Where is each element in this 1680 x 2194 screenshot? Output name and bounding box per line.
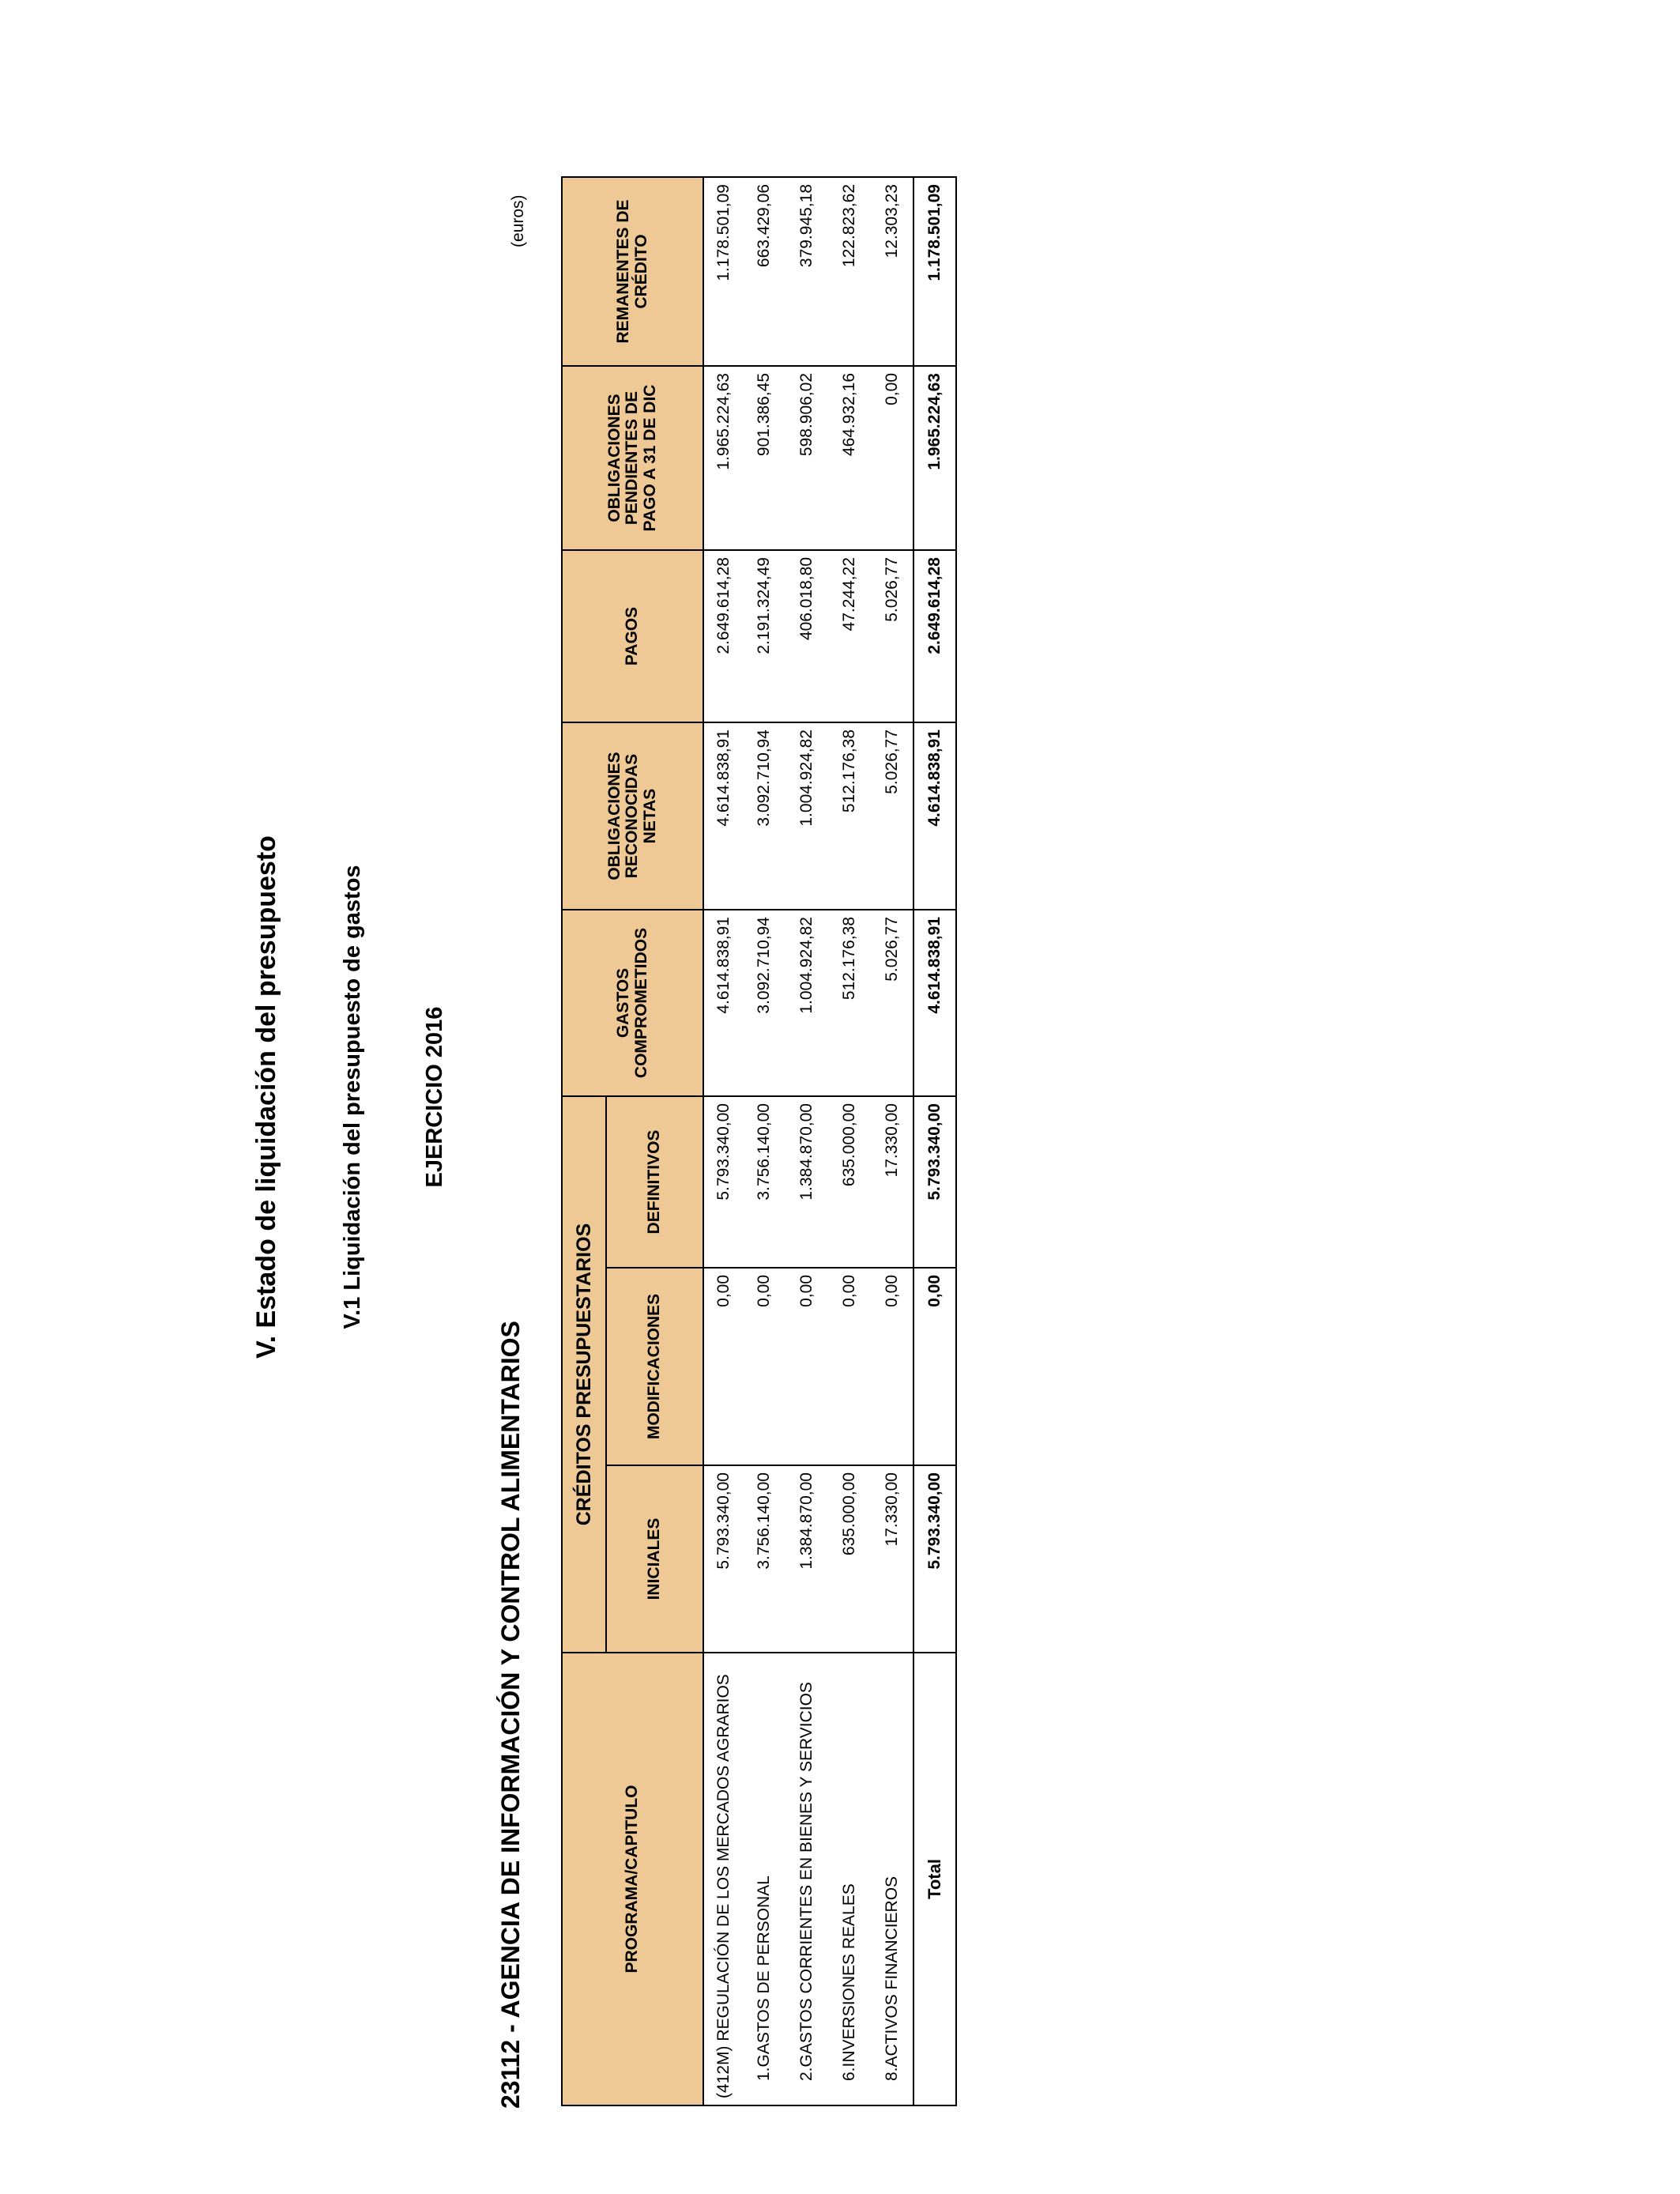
- budget-liquidation-table: [561, 176, 957, 2106]
- cell-recognized: 5.026,77: [871, 722, 913, 910]
- total-modifications: 0,00: [913, 1268, 956, 1465]
- row-label: 8.ACTIVOS FINANCIEROS: [871, 1653, 913, 2105]
- cell-initial: 5.793.340,00: [703, 1465, 743, 1653]
- report-subtitle: V.1 Liquidación del presupuesto de gastos: [340, 865, 365, 1329]
- cell-recognized: 512.176,38: [828, 722, 871, 910]
- cell-modifications: 0,00: [743, 1268, 785, 1465]
- cell-recognized: 3.092.710,94: [743, 722, 785, 910]
- row-label: (412M) REGULACIÓN DE LOS MERCADOS AGRARIOS: [703, 1653, 743, 2105]
- cell-committed: 512.176,38: [828, 910, 871, 1096]
- cell-definitive: 3.756.140,00: [743, 1096, 785, 1268]
- cell-committed: 3.092.710,94: [743, 910, 785, 1096]
- cell-modifications: 0,00: [703, 1268, 743, 1465]
- cell-recognized: 1.004.924,82: [785, 722, 828, 910]
- cell-payments: 5.026,77: [871, 550, 913, 722]
- header-initial: INICIALES: [606, 1465, 703, 1653]
- cell-pending: 598.906,02: [785, 366, 828, 550]
- header-definitive: DEFINITIVOS: [606, 1096, 703, 1268]
- header-pending: OBLIGACIONES PENDIENTES DE PAGO A 31 DE DIC: [562, 366, 703, 550]
- cell-initial: 635.000,00: [828, 1465, 871, 1653]
- cell-remaining: 663.429,06: [743, 177, 785, 366]
- total-label: Total: [913, 1653, 956, 2105]
- header-recognized: OBLIGACIONES RECONOCIDAS NETAS: [562, 722, 703, 910]
- cell-remaining: 1.178.501,09: [703, 177, 743, 366]
- cell-definitive: 17.330,00: [871, 1096, 913, 1268]
- cell-modifications: 0,00: [828, 1268, 871, 1465]
- cell-pending: 1.965.224,63: [703, 366, 743, 550]
- total-remaining: 1.178.501,09: [913, 177, 956, 366]
- cell-committed: 5.026,77: [871, 910, 913, 1096]
- header-remaining: REMANENTES DE CRÉDITO: [562, 177, 703, 366]
- table-row: [785, 177, 828, 2105]
- cell-remaining: 379.945,18: [785, 177, 828, 366]
- table-row: [743, 177, 785, 2105]
- total-pending: 1.965.224,63: [913, 366, 956, 550]
- cell-pending: 464.932,16: [828, 366, 871, 550]
- cell-initial: 17.330,00: [871, 1465, 913, 1653]
- cell-payments: 2.649.614,28: [703, 550, 743, 722]
- cell-modifications: 0,00: [871, 1268, 913, 1465]
- cell-payments: 47.244,22: [828, 550, 871, 722]
- header-program: PROGRAMA/CAPITULO: [562, 1653, 703, 2105]
- units-label: (euros): [509, 194, 527, 247]
- entity-name: 23112 - AGENCIA DE INFORMACIÓN Y CONTROL ALIMENTARIOS: [496, 1321, 525, 2109]
- header-credits-group: CRÉDITOS PRESUPUESTARIOS: [562, 1096, 606, 1653]
- header-committed: GASTOS COMPROMETIDOS: [562, 910, 703, 1096]
- table-row: [703, 177, 743, 2105]
- total-initial: 5.793.340,00: [913, 1465, 956, 1653]
- table-row: [828, 177, 871, 2105]
- cell-definitive: 635.000,00: [828, 1096, 871, 1268]
- cell-committed: 4.614.838,91: [703, 910, 743, 1096]
- cell-remaining: 12.303,23: [871, 177, 913, 366]
- total-recognized: 4.614.838,91: [913, 722, 956, 910]
- header-modifications: MODIFICACIONES: [606, 1268, 703, 1465]
- cell-pending: 0,00: [871, 366, 913, 550]
- table-row: [871, 177, 913, 2105]
- cell-modifications: 0,00: [785, 1268, 828, 1465]
- cell-payments: 2.191.324,49: [743, 550, 785, 722]
- cell-committed: 1.004.924,82: [785, 910, 828, 1096]
- cell-definitive: 1.384.870,00: [785, 1096, 828, 1268]
- total-payments: 2.649.614,28: [913, 550, 956, 722]
- cell-payments: 406.018,80: [785, 550, 828, 722]
- total-row: [913, 177, 956, 2105]
- total-definitive: 5.793.340,00: [913, 1096, 956, 1268]
- exercise-year: EJERCICIO 2016: [422, 1006, 447, 1188]
- row-label: 6.INVERSIONES REALES: [828, 1653, 871, 2105]
- row-label: 2.GASTOS CORRIENTES EN BIENES Y SERVICIOS: [785, 1653, 828, 2105]
- total-committed: 4.614.838,91: [913, 910, 956, 1096]
- report-title: V. Estado de liquidación del presupuesto: [251, 835, 281, 1359]
- cell-pending: 901.386,45: [743, 366, 785, 550]
- cell-definitive: 5.793.340,00: [703, 1096, 743, 1268]
- cell-initial: 1.384.870,00: [785, 1465, 828, 1653]
- row-label: 1.GASTOS DE PERSONAL: [743, 1653, 785, 2105]
- header-payments: PAGOS: [562, 550, 703, 722]
- cell-recognized: 4.614.838,91: [703, 722, 743, 910]
- cell-initial: 3.756.140,00: [743, 1465, 785, 1653]
- cell-remaining: 122.823,62: [828, 177, 871, 366]
